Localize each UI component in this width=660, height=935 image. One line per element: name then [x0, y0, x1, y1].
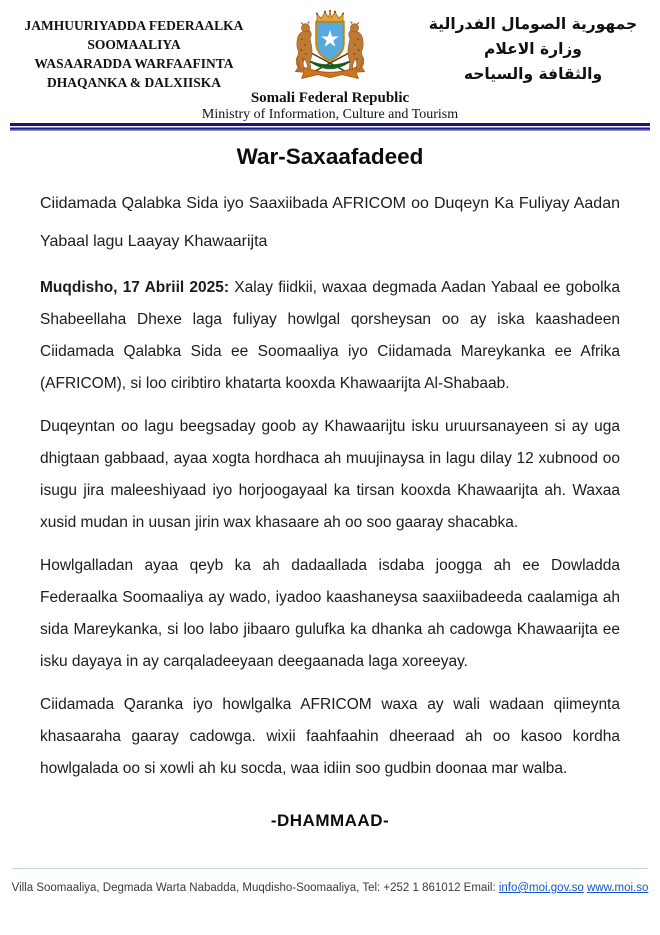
dateline-bold: Muqdisho, 17 Abriil 2025:	[40, 279, 230, 296]
ministry-somali-line3: WASAARADDA WARFAAFINTA	[34, 56, 234, 71]
republic-title-english: Somali Federal Republic	[250, 90, 410, 106]
footer-website-link[interactable]: www.moi.so	[587, 882, 649, 894]
press-release-body	[0, 144, 660, 831]
somalia-coat-of-arms-icon	[284, 5, 376, 89]
ministry-name-arabic	[420, 12, 646, 87]
end-mark: -DHAMMAAD-	[270, 811, 390, 830]
letterhead-footer	[0, 868, 660, 894]
paragraph-casualties	[40, 411, 620, 539]
ministry-somali-line4: DHAQANKA & DALXIISKA	[46, 75, 222, 90]
ministry-arabic-line1: جمهورية الصومال الفدرالية	[428, 15, 638, 33]
ministry-arabic-line3: والثقافة والسياحه	[463, 65, 603, 83]
paragraph-dateline	[40, 272, 620, 400]
ministry-arabic-line2: وزارة الاعلام	[484, 40, 582, 58]
footer-address: Villa Soomaaliya, Degmada Warta Nabadda, Muqdisho-Soomaaliya, Tel: +252 1 861012 Email:	[11, 882, 499, 894]
paragraph-text: Ciidamada Qaranka iyo howlgalka AFRICOM waxa ay wali wadaan qiimeynta khasaaraha gaaray cadowga. wixii faahfaahin dheeraad ah oo kasoo kordha howlgalada oo si xowli ah ku socda, waa idiin soo gudbin doonaa mar walba.	[40, 696, 620, 777]
paragraph-text: Howlgalladan ayaa qeyb ka ah dadaallada isdaba joogga ah ee Dowladda Federaalka Soomaaliya ay wado, iyadoo kaashaneysa saaxiibadeeda caalamiga ah sida Mareykanka, si loo labo jibaaro gulufka ka dhanka ah cadowga Khawaarijta ee isku dayaya in ay carqaladeeyaan deegaanada laga xoreeyay.	[40, 557, 620, 670]
footer-divider	[12, 868, 648, 869]
ministry-somali-line2: SOOMAALIYA	[87, 37, 181, 52]
paragraph-text: Xalay fiidkii, waxaa degmada Aadan Yabaal ee gobolka Shabeellaha Dhexe laga fuliyay howlgal qorsheysan oo ay iska kaashadeen Ciidamada Qalabka Sida ee Soomaaliya iyo Ciidamada Mareykanka ee Afrika (AFRICOM), si loo ciribtiro khatarta kooxda Khawaarijta Al-Shabaab.	[40, 279, 620, 392]
footer-contact-line	[0, 882, 660, 894]
paragraph-operations	[40, 550, 620, 678]
press-release-headline: Ciidamada Qalabka Sida iyo Saaxiibada AFRICOM oo Duqeyn Ka Fuliyay Aadan Yabaal lagu Laayay Khawaarijta	[40, 195, 620, 250]
ministry-somali-line1: JAMHUURIYADDA FEDERAALKA	[24, 18, 244, 33]
ministry-name-somali	[18, 16, 250, 92]
header-divider-band	[10, 123, 650, 131]
paragraph-assessment	[40, 689, 620, 785]
paragraph-text: Duqeyntan oo lagu beegsaday goob ay Khawaarijtu isku uruursanayeen si ay uga dhigtaan gabbaad, ayaa xogta hordhaca ah muujinaysa in lagu dilay 12 xubnood oo isugu jira maleeshiyaad iyo horjoogayaal ka tirsan kooxda Khawaarijta ah. Waxaa xusid mudan in uusan jirin wax khasaare ah oo soo gaaray shacabka.	[40, 418, 620, 531]
page-title: War-Saxaafadeed	[236, 144, 424, 169]
ministry-title-english: Ministry of Information, Culture and Tourism	[201, 107, 459, 122]
letterhead	[0, 0, 660, 123]
footer-email-link[interactable]: info@moi.gov.so	[498, 882, 584, 894]
